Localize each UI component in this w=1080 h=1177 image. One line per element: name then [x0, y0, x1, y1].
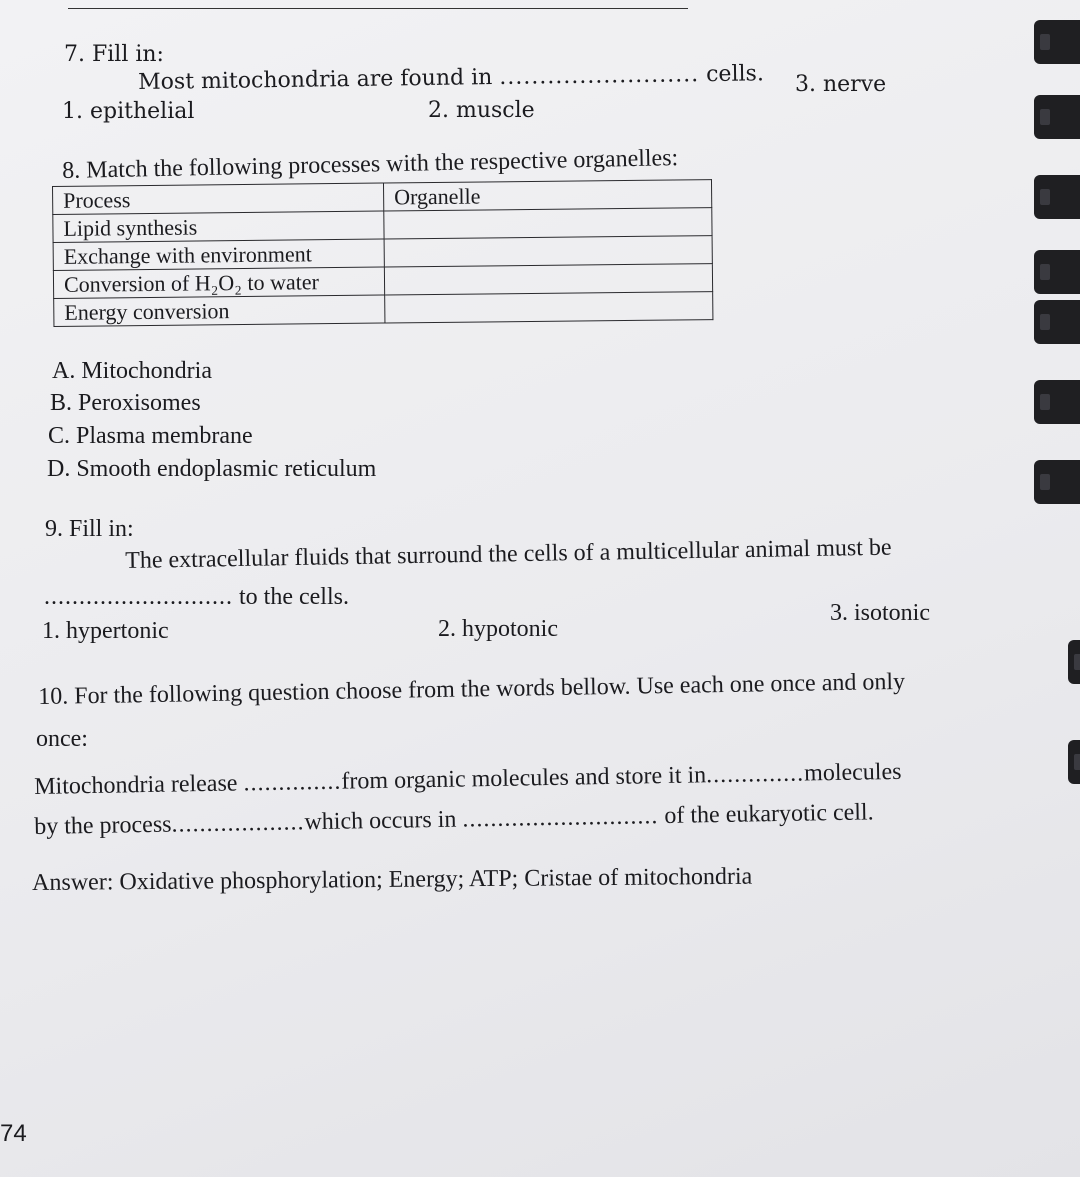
q7-option-1: 1. epithelial — [62, 99, 195, 124]
q7-option-3: 3. nerve — [795, 72, 887, 97]
table-cell-process: Conversion of H₂O₂ to water — [53, 267, 384, 298]
binding-coil — [1034, 460, 1080, 504]
q10-s1-end: molecules — [803, 758, 902, 787]
q7-label: 7. Fill in: — [64, 42, 164, 67]
binding-coil — [1034, 20, 1080, 64]
table-cell-organelle-blank — [384, 236, 712, 267]
q10-s2-text: by the process — [34, 811, 172, 840]
table-cell-process: Energy conversion — [54, 295, 385, 326]
table-cell-organelle-blank — [384, 208, 712, 239]
q9-option-2: 2. hypotonic — [438, 616, 558, 642]
q7-stem — [138, 61, 764, 95]
q7-stem-text: Most mitochondria are found in — [138, 65, 493, 95]
q9-stem: The extracellular fluids that surround the cells of a multicellular animal must be — [125, 534, 892, 574]
table-header-process: Process — [53, 183, 384, 214]
table-cell-organelle-blank — [385, 292, 713, 323]
binding-coil — [1068, 640, 1080, 684]
previous-table-fragment — [68, 0, 688, 9]
binding-coil — [1034, 95, 1080, 139]
q9-option-1: 1. hypertonic — [42, 618, 169, 644]
binding-coil — [1034, 175, 1080, 219]
q7-blank: ......................... — [499, 62, 700, 90]
q8-choice-a: A. Mitochondria — [52, 358, 212, 384]
q10-sentence-line2 — [34, 799, 874, 841]
table-row — [54, 292, 713, 327]
q10-s2-mid: which occurs in — [304, 806, 457, 836]
q10-instruction-line1: 10. For the following question choose from the words bellow. Use each one once and only — [38, 668, 906, 710]
q10-blank-4: ............................ — [462, 803, 659, 833]
q8-choice-b: B. Peroxisomes — [50, 390, 201, 416]
q10-answer: Answer: Oxidative phosphorylation; Energy; ATP; Cristae of mitochondria — [32, 863, 753, 896]
binding-coil — [1034, 250, 1080, 294]
q10-s1-mid: from organic molecules and store it in — [341, 762, 707, 795]
q10-s2-end: of the eukaryotic cell. — [664, 799, 874, 829]
q10-blank-1: .............. — [243, 768, 342, 797]
q10-instruction-line2: once: — [36, 726, 88, 752]
q9-blank-line — [44, 584, 349, 611]
q9-label: 9. Fill in: — [45, 516, 134, 542]
q9-blank: ........................... — [44, 584, 233, 610]
table-cell-process: Exchange with environment — [53, 239, 384, 270]
q10-sentence-line1 — [34, 759, 902, 801]
table-header-organelle: Organelle — [383, 180, 711, 211]
spiral-binding — [1030, 0, 1080, 1177]
table-cell-process: Lipid synthesis — [53, 211, 384, 242]
q9-suffix: to the cells. — [239, 584, 349, 610]
q8-choice-d: D. Smooth endoplasmic reticulum — [47, 456, 377, 482]
match-table — [52, 179, 713, 327]
q10-s1-text: Mitochondria release — [34, 770, 238, 800]
page-number: 74 — [0, 1120, 27, 1147]
binding-coil — [1034, 300, 1080, 344]
binding-coil — [1068, 740, 1080, 784]
binding-coil — [1034, 380, 1080, 424]
q9-option-3: 3. isotonic — [830, 600, 930, 626]
q10-blank-3: ................... — [171, 809, 305, 838]
table-cell-organelle-blank — [384, 264, 712, 295]
q7-suffix: cells. — [705, 61, 765, 88]
q8-label: 8. Match the following processes with the respective organelles: — [62, 145, 679, 184]
q7-option-2: 2. muscle — [428, 98, 535, 123]
q10-blank-2: .............. — [705, 760, 805, 789]
q8-choice-c: C. Plasma membrane — [48, 423, 253, 449]
